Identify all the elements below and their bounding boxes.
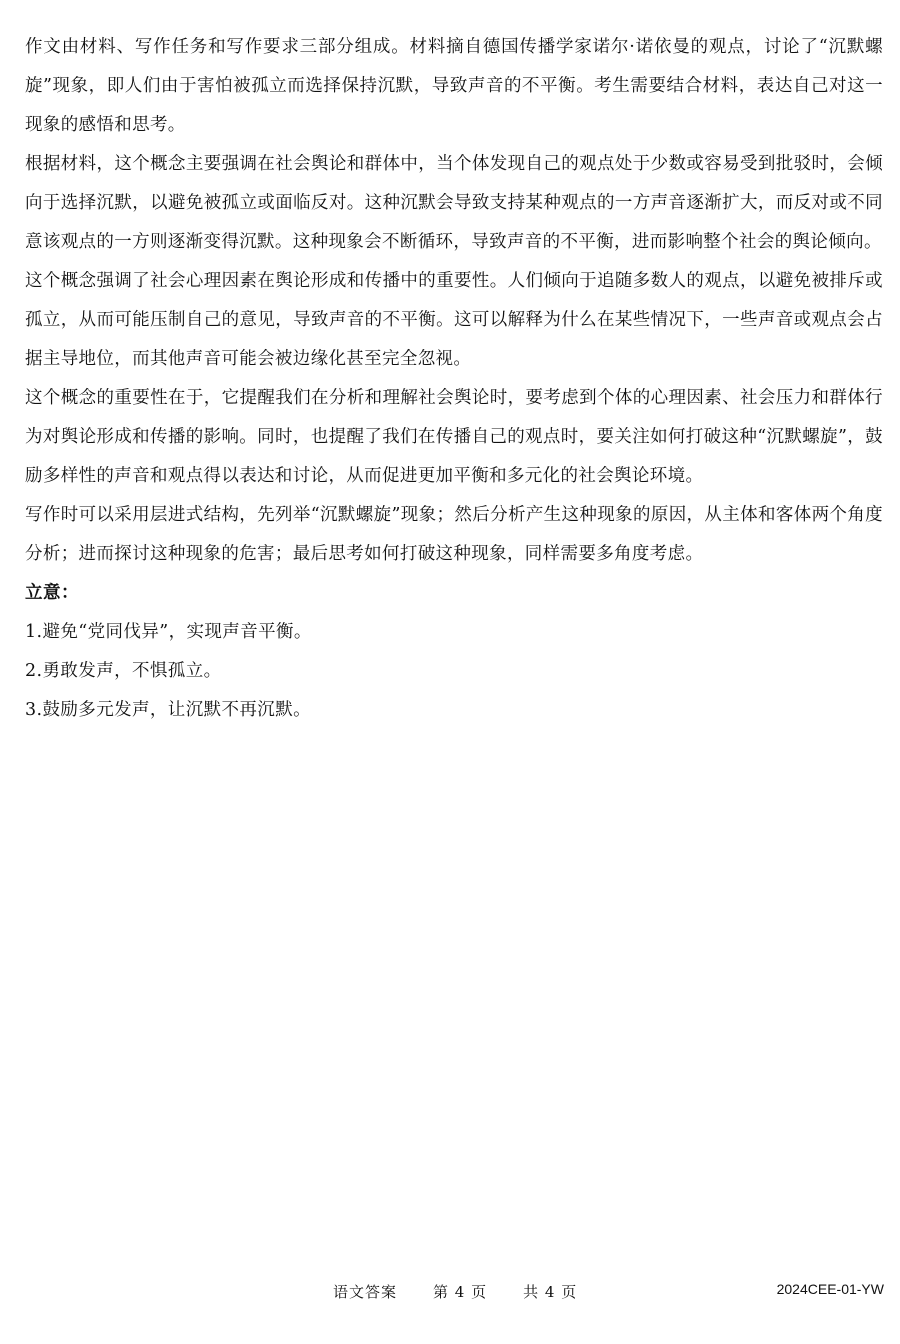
footer-page-number: 第 4 页 [433, 1283, 488, 1301]
theme-point-2: 2.勇敢发声，不惧孤立。 [25, 661, 222, 681]
paragraph-intro: 作文由材料、写作任务和写作要求三部分组成。材料摘自德国传播学家诺尔·诺依曼的观点，讨论了“沉默螺旋”现象，即人们由于害怕被孤立而选择保持沉默，导致声音的不平衡。考生需要结合材料，表达自己对这一现象的感悟和思考。 [25, 37, 883, 135]
footer-subject: 语文答案 [333, 1283, 398, 1301]
footer-document-code: 2024CEE-01-YW [776, 1281, 884, 1297]
theme-point-1: 1.避免“党同伐异”，实现声音平衡。 [25, 622, 312, 642]
footer-page-info [333, 1281, 577, 1302]
page-footer [0, 1281, 900, 1307]
paragraph-concept: 根据材料，这个概念主要强调在社会舆论和群体中，当个体发现自己的观点处于少数或容易受到批驳时，会倾向于选择沉默，以避免被孤立或面临反对。这种沉默会导致支持某种观点的一方声音逐渐扩大，而反对或不同意该观点的一方则逐渐变得沉默。这种现象会不断循环，导致声音的不平衡，进而影响整个社会的舆论倾向。 [25, 154, 883, 252]
paragraph-structure: 写作时可以采用层进式结构，先列举“沉默螺旋”现象；然后分析产生这种现象的原因，从主体和客体两个角度分析；进而探讨这种现象的危害；最后思考如何打破这种现象，同样需要多角度考虑。 [25, 505, 883, 564]
footer-total-pages: 共 4 页 [523, 1283, 578, 1301]
paragraph-psychology: 这个概念强调了社会心理因素在舆论形成和传播中的重要性。人们倾向于追随多数人的观点，以避免被排斥或孤立，从而可能压制自己的意见，导致声音的不平衡。这可以解释为什么在某些情况下，一些声音或观点会占据主导地位，而其他声音可能会被边缘化甚至完全忽视。 [25, 271, 883, 369]
paragraph-importance: 这个概念的重要性在于，它提醒我们在分析和理解社会舆论时，要考虑到个体的心理因素、社会压力和群体行为对舆论形成和传播的影响。同时，也提醒了我们在传播自己的观点时，要关注如何打破这种“沉默螺旋”，鼓励多样性的声音和观点得以表达和讨论，从而促进更加平衡和多元化的社会舆论环境。 [25, 388, 883, 486]
theme-heading: 立意： [25, 583, 79, 603]
answer-document [25, 28, 883, 730]
theme-point-3: 3.鼓励多元发声，让沉默不再沉默。 [25, 700, 311, 720]
